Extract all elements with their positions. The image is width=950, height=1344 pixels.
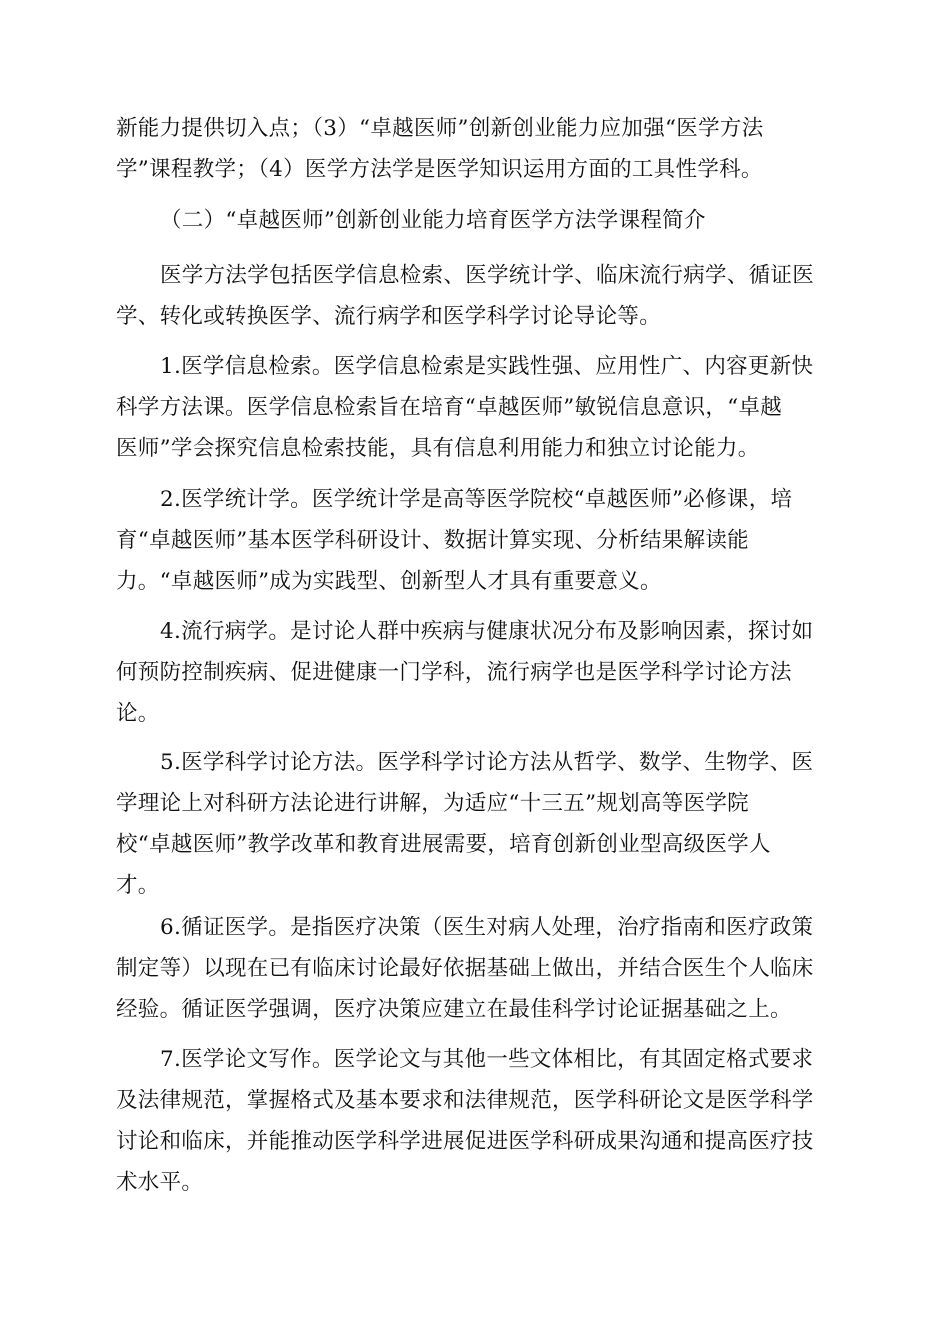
text-line: 新能力提供切入点；（3）“卓越医师”创新创业能力应加强“医学方法 [116, 116, 764, 141]
text-line: 学、转化或转换医学、流行病学和医学科学讨论导论等。 [116, 304, 662, 329]
text-line: 才。 [116, 873, 160, 898]
text-line: 及法律规范，掌握格式及基本要求和法律规范，医学科研论文是医学科学 [116, 1088, 814, 1113]
text-line: 5.医学科学讨论方法。医学科学讨论方法从哲学、数学、生物学、医 [160, 750, 814, 775]
text-line: 论。 [116, 701, 160, 726]
paragraph-item-6 [116, 907, 836, 1030]
paragraph-continuation [116, 108, 836, 190]
text-line: 讨论和临床，并能推动医学科学进展促进医学科研成果沟通和提高医疗技 [116, 1129, 814, 1154]
text-line: 1.医学信息检索。医学信息检索是实践性强、应用性广、内容更新快 [160, 354, 814, 379]
paragraph-item-2 [116, 479, 836, 602]
text-line: 术水平。 [116, 1170, 204, 1195]
text-line: 制定等）以现在已有临床讨论最好依据基础上做出，并结合医生个人临床 [116, 956, 814, 981]
paragraph-item-4 [116, 611, 836, 734]
text-line: 医师”学会探究信息检索技能，具有信息利用能力和独立讨论能力。 [116, 436, 760, 461]
text-line: 医学方法学包括医学信息检索、医学统计学、临床流行病学、循证医 [160, 263, 815, 288]
text-line: 学理论上对科研方法论进行讲解，为适应“十三五”规划高等医学院 [116, 791, 749, 816]
text-line: 育“卓越医师”基本医学科研设计、数据计算实现、分析结果解读能 [116, 528, 749, 553]
text-line: 何预防控制疾病、促进健康一门学科，流行病学也是医学科学讨论方法 [116, 660, 792, 685]
text-line: 4.流行病学。是讨论人群中疾病与健康状况分布及影响因素，探讨如 [160, 619, 814, 644]
paragraph-item-7 [116, 1039, 836, 1203]
text-line: 学”课程教学；（4）医学方法学是医学知识运用方面的工具性学科。 [116, 157, 763, 182]
text-line: 6.循证医学。是指医疗决策（医生对病人处理，治疗指南和医疗政策 [160, 915, 814, 940]
text-line: 7.医学论文写作。医学论文与其他一些文体相比，有其固定格式要求 [160, 1047, 814, 1072]
text-line: 科学方法课。医学信息检索旨在培育“卓越医师”敏锐信息意识，“卓越 [116, 395, 783, 420]
heading-line: （二）“卓越医师”创新创业能力培育医学方法学课程简介 [160, 208, 706, 233]
text-line: 经验。循证医学强调，医疗决策应建立在最佳科学讨论证据基础之上。 [116, 997, 792, 1022]
paragraph-item-5 [116, 742, 836, 906]
section-heading [116, 200, 836, 241]
text-line: 2.医学统计学。医学统计学是高等医学院校“卓越医师”必修课，培 [160, 487, 793, 512]
paragraph-overview [116, 255, 836, 337]
text-line: 力。“卓越医师”成为实践型、创新型人才具有重要意义。 [116, 569, 662, 594]
text-line: 校“卓越医师”教学改革和教育进展需要，培育创新创业型高级医学人 [116, 832, 771, 857]
paragraph-item-1 [116, 346, 836, 469]
